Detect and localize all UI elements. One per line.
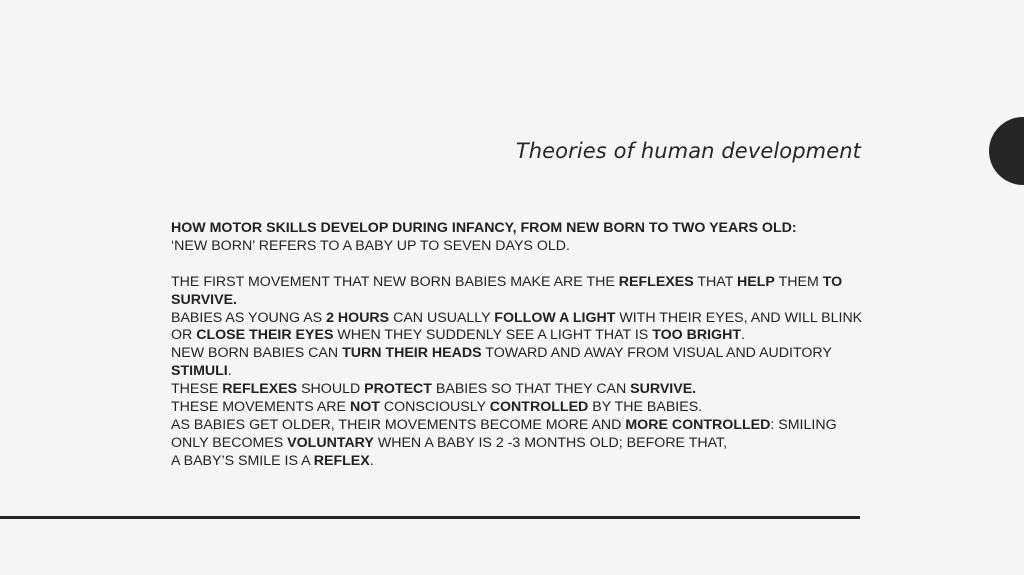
text-run: AS BABIES GET OLDER, THEIR MOVEMENTS BECOME MORE AND [171,416,626,433]
text-run: OR [171,327,197,344]
paragraph-line [171,453,861,471]
emphasis: 2 HOURS [326,309,390,326]
text-run: THAT [693,273,738,290]
emphasis: HELP [737,273,775,290]
emphasis: SURVIVE. [630,381,697,398]
paragraph-line [171,435,861,453]
emphasis: PROTECT [364,381,432,398]
emphasis: TOO BRIGHT [652,327,742,344]
emphasis: STIMULI [171,363,228,380]
heading: HOW MOTOR SKILLS DEVELOP DURING INFANCY, FROM NEW BORN TO TWO YEARS OLD: [171,220,797,236]
text-run: CONSCIOUSLY [379,399,490,416]
paragraph-line [171,345,861,363]
text-run: WHEN THEY SUDDENLY SEE A LIGHT THAT IS [333,327,653,344]
heading-line [171,220,861,238]
emphasis: CLOSE THEIR EYES [196,327,334,344]
text-run: A BABY’S SMILE IS A [171,452,314,469]
paragraph-line [171,381,861,399]
text-run: WITH THEIR EYES, AND WILL BLINK [615,309,863,326]
text-run: SHOULD [297,381,365,398]
paragraph-line [171,327,861,345]
text-run: CAN USUALLY [389,309,495,326]
text-run: . [227,363,232,380]
emphasis: REFLEX [313,452,370,469]
paragraph-line [171,310,861,328]
emphasis: TO [822,273,843,290]
paragraph-line [171,274,861,292]
text-run: . [741,327,745,344]
slide-title: Theories of human development [515,139,861,163]
emphasis: SURVIVE. [171,291,237,308]
text-run: THEM [774,273,823,290]
text-run: THE FIRST MOVEMENT THAT NEW BORN BABIES MAKE ARE THE [171,273,619,290]
paragraph-line [171,292,861,310]
emphasis: FOLLOW A LIGHT [494,309,616,326]
text-run: THESE [171,381,223,398]
text-run: WHEN A BABY IS 2 -3 MONTHS OLD; BEFORE THAT, [373,434,728,451]
paragraph-line [171,399,861,417]
corner-decoration [989,117,1024,185]
bottom-divider [0,516,860,519]
spacer [171,256,861,274]
emphasis: VOLUNTARY [287,434,374,451]
text-run: TOWARD AND AWAY FROM VISUAL AND AUDITORY [481,345,832,362]
text-run: THESE MOVEMENTS ARE [171,399,350,416]
emphasis: REFLEXES [618,273,694,290]
text-run: : SMILING [770,416,837,433]
emphasis: NOT [349,399,380,416]
emphasis: CONTROLLED [489,399,589,416]
text-run: NEW BORN BABIES CAN [171,345,343,362]
text-run: BY THE BABIES. [588,399,703,416]
emphasis: MORE CONTROLLED [625,416,771,433]
emphasis: REFLEXES [222,381,298,398]
text-run: BABIES AS YOUNG AS [171,309,327,326]
body-text [171,220,861,471]
emphasis: TURN THEIR HEADS [342,345,482,362]
text-run: ONLY BECOMES [171,434,288,451]
text-run: . [369,452,374,469]
text-run: BABIES SO THAT THEY CAN [431,381,631,398]
paragraph-line [171,363,861,381]
paragraph-line [171,417,861,435]
definition-line: ‘NEW BORN’ REFERS TO A BABY UP TO SEVEN DAYS OLD. [171,237,570,254]
